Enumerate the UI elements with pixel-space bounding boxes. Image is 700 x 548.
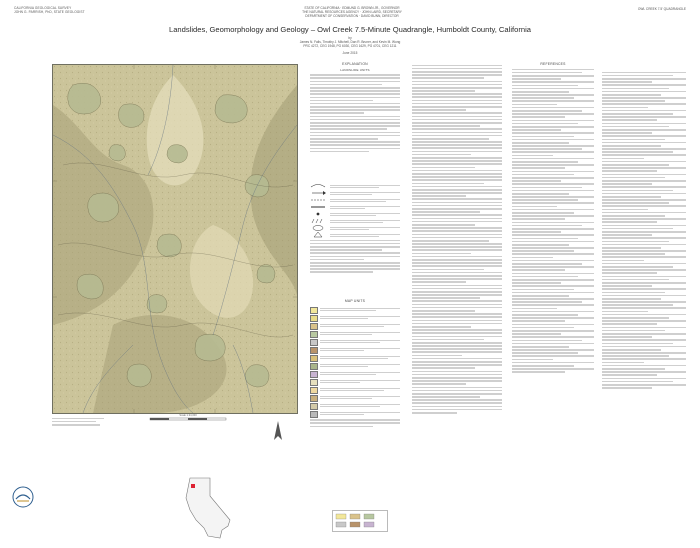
dot-symbol-icon	[310, 210, 326, 217]
legend-unit-row	[310, 378, 400, 386]
scale-label: Scale 1:24,000	[179, 414, 197, 417]
unit-swatch	[310, 307, 318, 314]
scale-bar	[148, 417, 228, 423]
scarp-symbol-icon	[310, 182, 326, 189]
authors	[240, 36, 460, 49]
references-column-1	[512, 63, 594, 375]
references-column-2	[602, 70, 686, 390]
explanation-heading: EXPLANATION	[342, 62, 368, 66]
legend-unit-row	[310, 394, 400, 402]
unit-swatch	[310, 323, 318, 330]
legend-unit-row	[310, 402, 400, 410]
symbol-explanations	[310, 182, 400, 275]
agency-line-2: THE NATURAL RESOURCES AGENCY · JOHN LAIRD, SECRETARY	[302, 10, 402, 14]
unit-swatch	[310, 347, 318, 354]
symbol-row	[310, 231, 400, 238]
scale-block	[148, 414, 228, 424]
legend-unit-row	[310, 338, 400, 346]
map-title: Landslides, Geomorphology and Geology – Owl Creek 7.5-Minute Quadrangle, Humboldt County, California	[168, 25, 532, 34]
authors-licenses: PRC 4272, CEG 1948, PG 6030, CEG 1629, PG 4701, CEG 1211	[303, 44, 397, 49]
legend-unit-row	[310, 330, 400, 338]
explanation-column	[310, 63, 400, 154]
fault-symbol-icon	[310, 203, 326, 210]
map-canvas	[53, 65, 297, 413]
legend-unit-row	[310, 322, 400, 330]
symbol-row	[310, 182, 400, 189]
arrow-symbol-icon	[310, 189, 326, 196]
unit-swatch	[310, 411, 318, 418]
cgs-seal-icon	[12, 486, 34, 508]
agency-line-3: DEPARTMENT OF CONSERVATION · DAVID BUNN, DIRECTOR	[305, 14, 399, 18]
agency-line-1: STATE OF CALIFORNIA · EDMUND G. BROWN JR., GOVERNOR	[304, 6, 400, 10]
north-arrow-icon	[272, 420, 284, 442]
authors-names: James N. Falls, Timothy J. Mitchell, Dan R. Bruner, and Kevin M. Wong	[299, 40, 401, 45]
legend-unit-row	[310, 314, 400, 322]
unit-swatch	[310, 395, 318, 402]
symbol-row	[310, 196, 400, 203]
symbol-row	[310, 224, 400, 231]
legend-unit-row	[310, 410, 400, 418]
discussion-column	[412, 63, 502, 415]
legend-unit-row	[310, 362, 400, 370]
quadrangle-label: OWL CREEK 7.5' QUADRANGLE	[637, 7, 686, 11]
map-units-heading: MAP UNITS	[344, 299, 366, 303]
agency-header	[262, 6, 442, 18]
publisher-name: CALIFORNIA GEOLOGICAL SURVEY	[14, 6, 72, 10]
hachure-symbol-icon	[310, 217, 326, 224]
symbol-row	[310, 203, 400, 210]
symbol-row	[310, 210, 400, 217]
legend-unit-row	[310, 306, 400, 314]
unit-swatch	[310, 379, 318, 386]
unit-swatch	[310, 387, 318, 394]
legend-unit-row	[310, 346, 400, 354]
geologic-map[interactable]	[52, 64, 298, 414]
unit-swatch	[310, 339, 318, 346]
symbol-row	[310, 189, 400, 196]
publisher-header	[14, 6, 85, 14]
unit-swatch	[310, 403, 318, 410]
references-heading: REFERENCES	[540, 62, 566, 66]
contact-symbol-icon	[310, 196, 326, 203]
unit-swatch	[310, 371, 318, 378]
triangle-symbol-icon	[310, 231, 326, 238]
legend-unit-row	[310, 386, 400, 394]
authors-by: by	[348, 36, 352, 40]
legend-unit-row	[310, 354, 400, 362]
landslide-units-heading: LANDSLIDE UNITS	[340, 67, 370, 72]
unit-swatch	[310, 355, 318, 362]
unit-swatch	[310, 331, 318, 338]
publication-date: June 2015	[342, 51, 358, 55]
map-credit-note	[52, 416, 112, 427]
legend-unit-row	[310, 370, 400, 378]
correlation-of-units-chart	[332, 510, 388, 532]
unit-swatch	[310, 363, 318, 370]
state-geologist: JOHN G. PARRISH, PhD, STATE GEOLOGIST	[14, 10, 85, 14]
map-units-legend	[310, 300, 400, 429]
california-locator-map	[178, 476, 238, 540]
symbol-row	[310, 217, 400, 224]
lobe-symbol-icon	[310, 224, 326, 231]
unit-swatch	[310, 315, 318, 322]
location-marker-icon	[191, 484, 195, 488]
